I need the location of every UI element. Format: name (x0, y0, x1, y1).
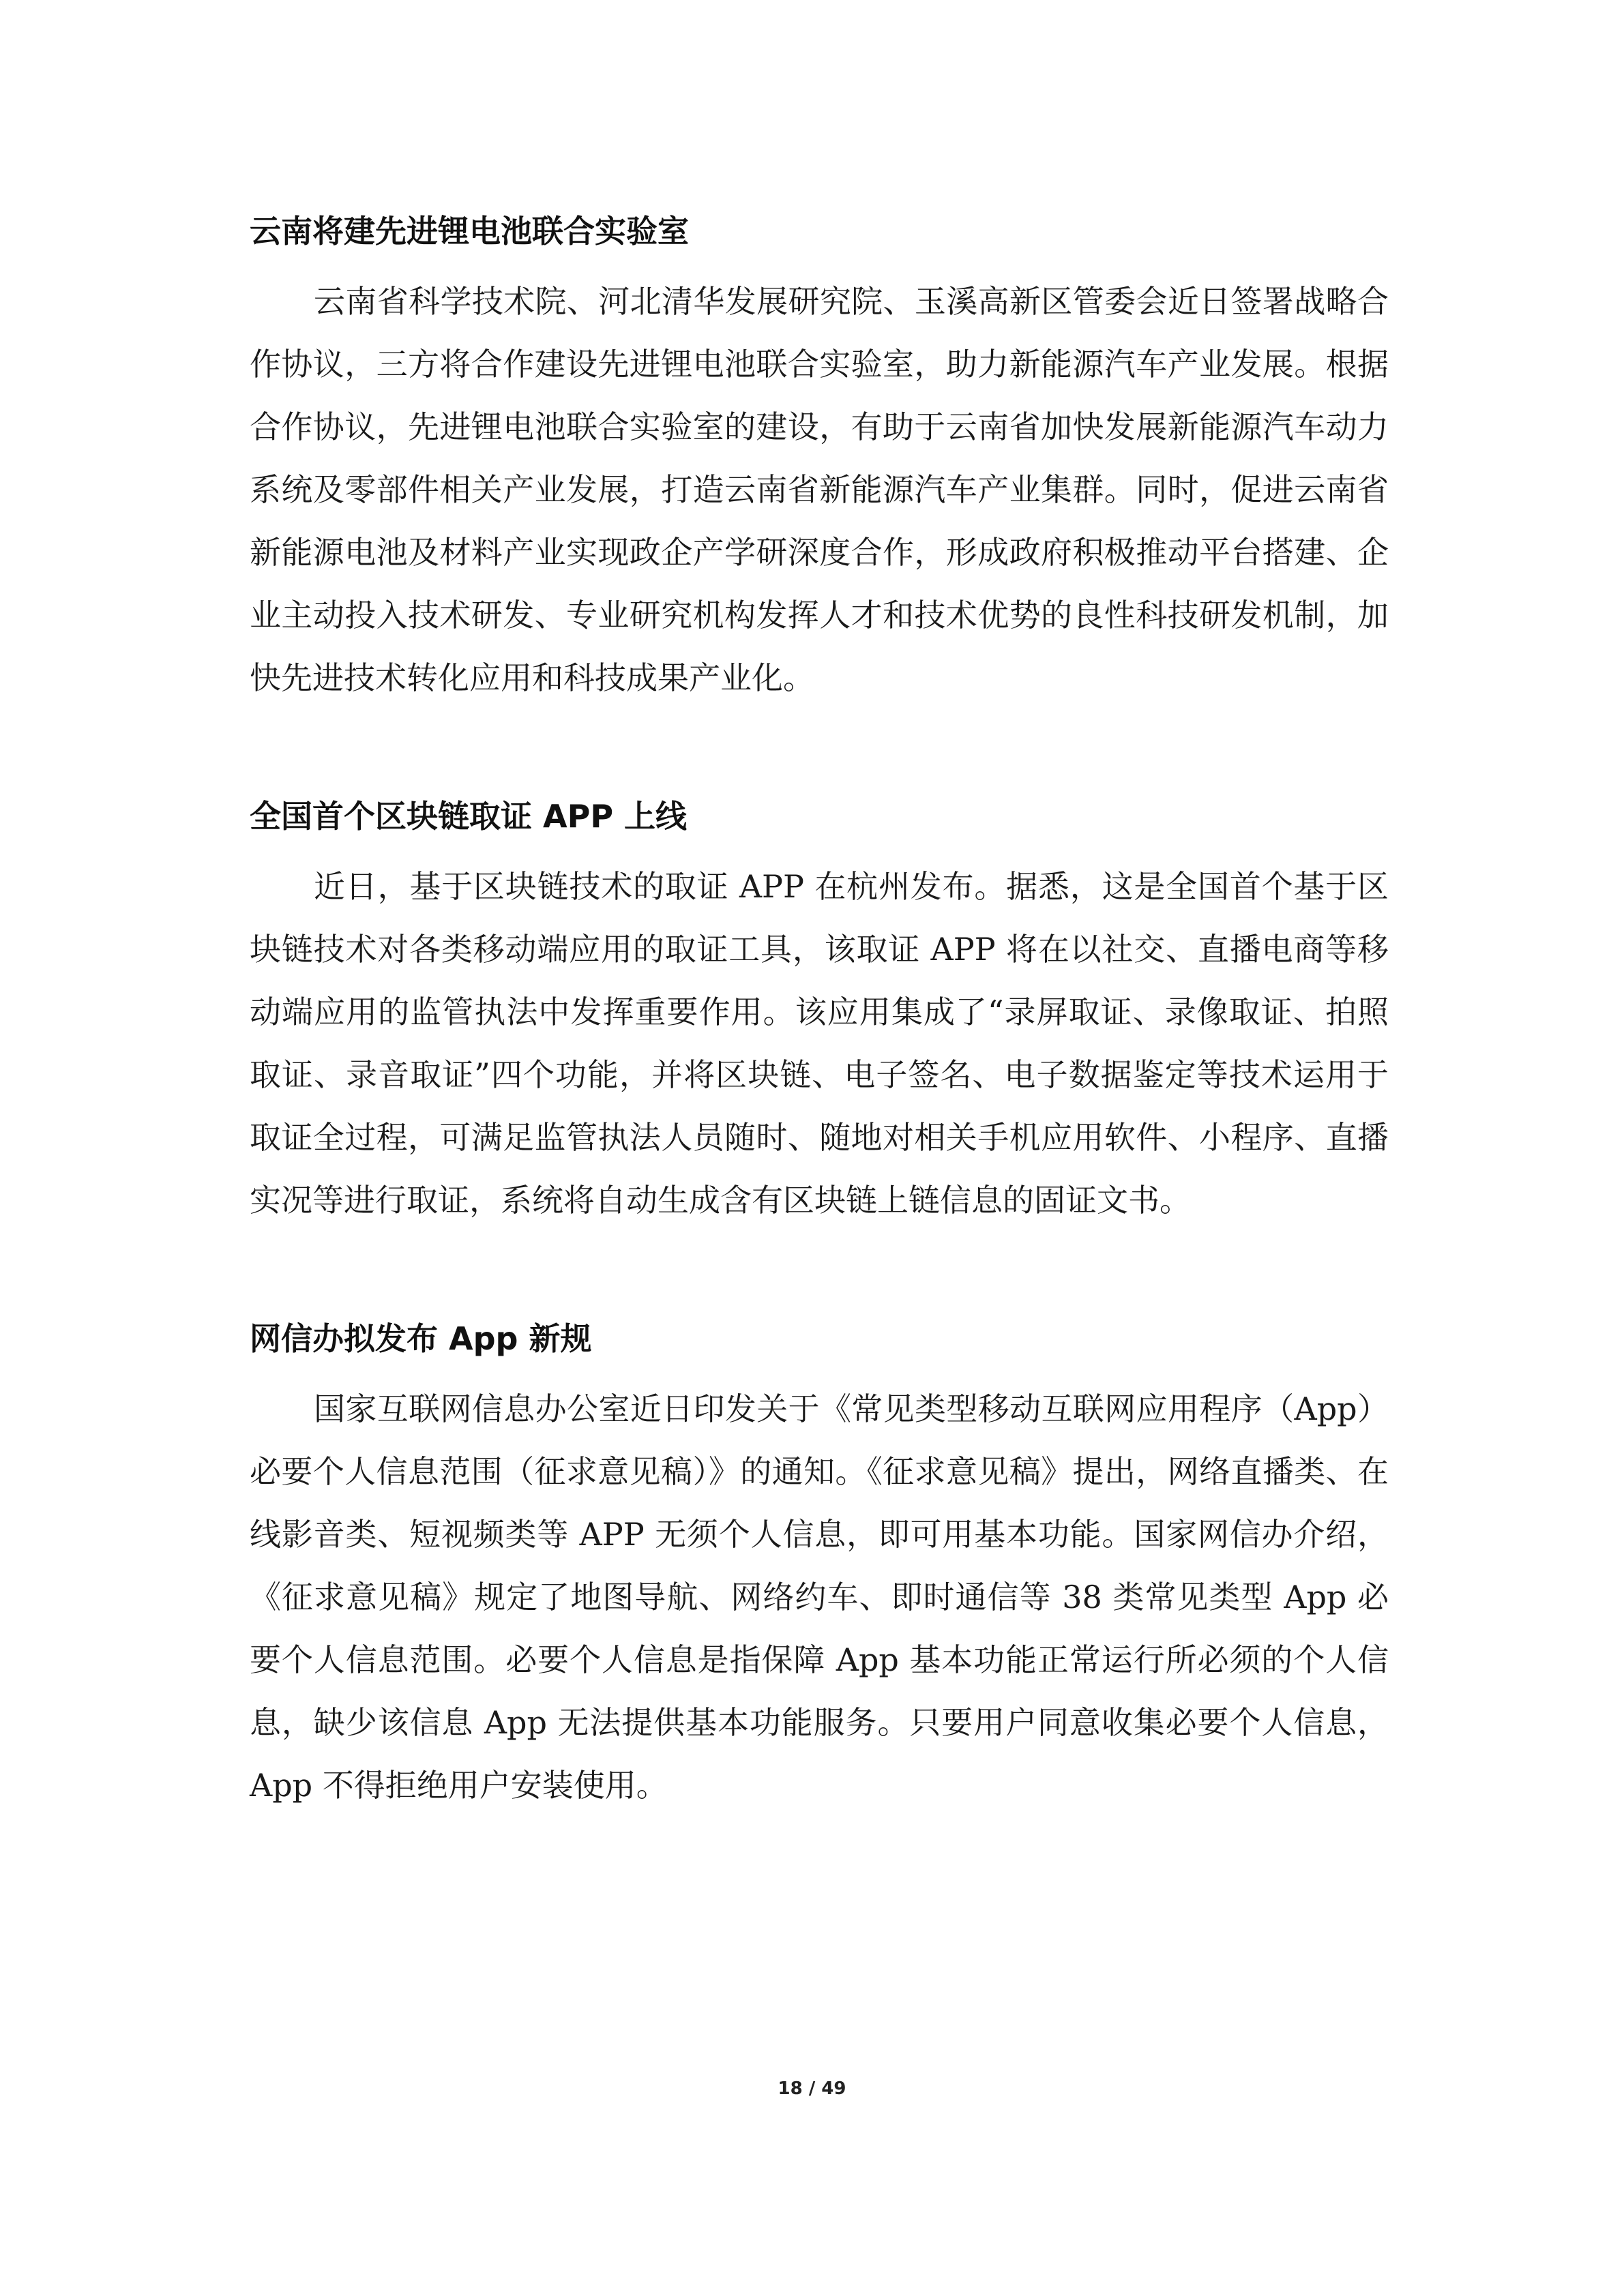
section-title: 网信办拟发布 App 新规 (250, 1320, 592, 1357)
news-section-yunnan-battery-lab (250, 205, 1389, 709)
section-title: 全国首个区块链取证 APP 上线 (250, 798, 688, 835)
section-title: 云南将建先进锂电池联合实验室 (250, 213, 689, 250)
page-number: 18 / 49 (778, 2078, 846, 2099)
section-body: 近日，基于区块链技术的取证 APP 在杭州发布。据悉，这是全国首个基于区块链技术对各类移动端应用的取证工具，该取证 APP 将在以社交、直播电商等移动端应用的监管执法中发挥重要作用。该应用集成了“录屏取证、录像取证、拍照取证、录音取证”四个功能，并将区块链、电子签名、电子数据鉴定等技术运用于取证全过程，可满足监管执法人员随时、随地对相关手机应用软件、小程序、直播实况等进行取证，系统将自动生成含有区块链上链信息的固证文书。 (250, 868, 1389, 1219)
news-section-app-regulation (250, 1312, 1389, 1817)
section-body: 国家互联网信息办公室近日印发关于《常见类型移动互联网应用程序（App）必要个人信息范围（征求意见稿）》的通知。《征求意见稿》提出，网络直播类、在线影音类、短视频类等 APP 无须个人信息，即可用基本功能。国家网信办介绍，《征求意见稿》规定了地图导航、网络约车、即时通信等 38 类常见类型 App 必要个人信息范围。必要个人信息是指保障 App 基本功能正常运行所必须的个人信息，缺少该信息 App 无法提供基本功能服务。只要用户同意收集必要个人信息，App 不得拒绝用户安装使用。 (250, 1390, 1389, 1804)
article-column (250, 205, 1389, 1897)
section-body: 云南省科学技术院、河北清华发展研究院、玉溪高新区管委会近日签署战略合作协议，三方将合作建设先进锂电池联合实验室，助力新能源汽车产业发展。根据合作协议，先进锂电池联合实验室的建设，有助于云南省加快发展新能源汽车动力系统及零部件相关产业发展，打造云南省新能源汽车产业集群。同时，促进云南省新能源电池及材料产业实现政企产学研深度合作，形成政府积极推动平台搭建、企业主动投入技术研发、专业研究机构发挥人才和技术优势的良性科技研发机制，加快先进技术转化应用和科技成果产业化。 (250, 283, 1389, 696)
news-section-blockchain-app (250, 790, 1389, 1232)
